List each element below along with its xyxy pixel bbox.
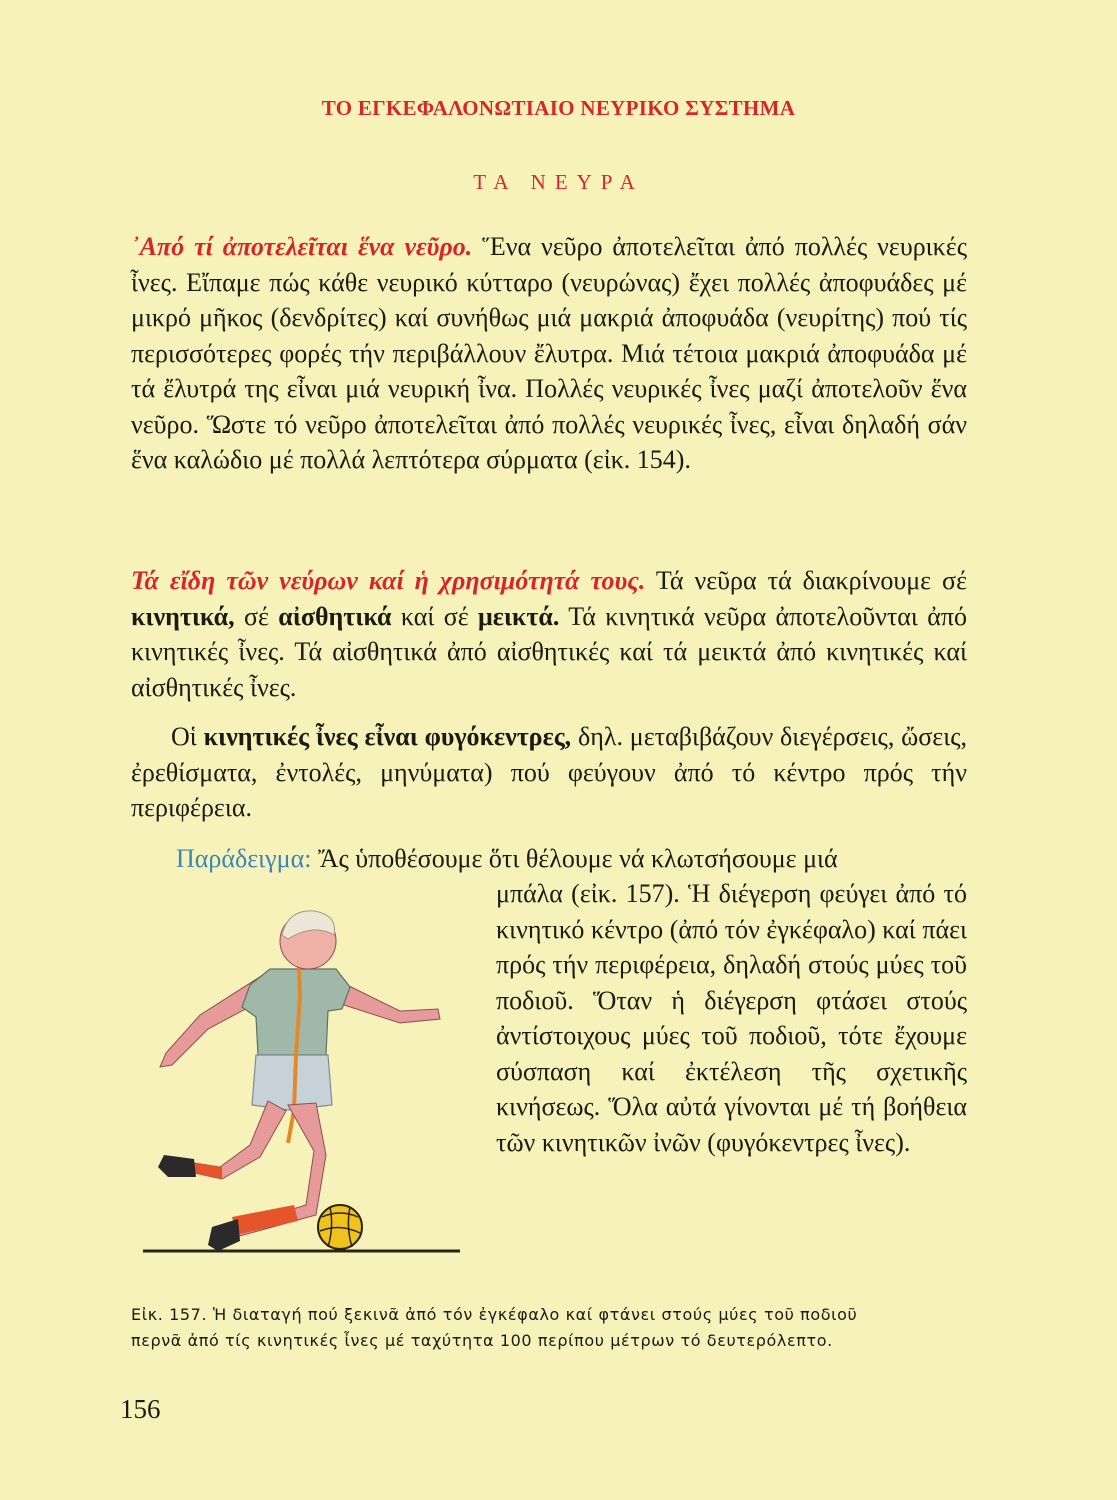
- caption-line-1: Εἰκ. 157. Ἡ διαταγή πού ξεκινᾶ ἀπό τόν ἐγκέφαλο καί φτάνει στούς μύες τοῦ ποδιοῦ: [131, 1305, 858, 1324]
- football-player-illustration: [138, 905, 468, 1265]
- page-number: 156: [120, 1394, 161, 1424]
- figure-caption: [131, 1302, 981, 1354]
- example-intro-text: Ἄς ὑποθέσουμε ὅτι θέλουμε νά κλωτσήσουμε μιά: [311, 844, 838, 873]
- paragraph-body: Ἕνα νεῦρο ἀποτελεῖται ἀπό πολλές νευρικές ἶνες. Εἴπαμε πώς κάθε νευρικό κύτταρο (νευρώνας) ἔχει πολλές ἀποφυάδες μέ μικρό μῆκος (δενδρίτες) καί συνήθως μιά μακριά ἀποφυάδα (νευρίτης) πού τίς περισσότερες φορές τήν περιβάλλουν ἔλυτρα. Μιά τέτοια μακριά ἀποφυάδα μέ τά ἔλυτρά της εἶναι μιά νευρική ἶνα. Πολλές νευρικές ἶνες μαζί ἀποτελοῦν ἕνα νεῦρο. Ὥστε τό νεῦρο ἀποτελεῖται ἀπό πολλές νευρικές ἶνες, εἶναι δηλαδή σάν ἕνα καλώδιο μέ πολλά λεπτότερα σύρματα (εἰκ. 154).: [131, 232, 967, 474]
- example-continuation: μπάλα (εἰκ. 157). Ἡ διέγερση φεύγει ἀπό τό κινητικό κέντρο (ἀπό τόν ἐγκέφαλο) καί πάει πρός τήν περιφέρεια, δηλαδή στούς μύες τοῦ ποδιοῦ. Ὅταν ἡ διέγερση φτάσει στούς ἀντίστοιχους μύες τοῦ ποδιοῦ, τότε ἔχουμε σύσπαση καί ἐκτέλεση τῆς σχετικῆς κινήσεως. Ὅλα αὐτά γίνονται μέ τή βοήθεια τῶν κινητικῶν ἰνῶν (φυγόκεντρες ἶνες).: [496, 879, 967, 1157]
- paragraph-text: καί σέ: [391, 601, 478, 631]
- section-title: ΤΑ ΝΕΥΡΑ: [473, 170, 644, 194]
- term-sensory: αἰσθητικά: [278, 601, 392, 631]
- term-mixed: μεικτά.: [478, 601, 560, 631]
- paragraph-text: Τά νεῦρα τά διακρίνουμε σέ: [645, 566, 967, 595]
- paragraph-text: σέ: [234, 601, 279, 631]
- term-motor: κινητικά,: [131, 601, 235, 631]
- paragraph-text: Οἱ: [171, 722, 204, 751]
- example-intro: [131, 841, 967, 877]
- paragraph-heading: ᾿Από τί ἀποτελεῖται ἕνα νεῦρο.: [131, 232, 473, 261]
- paragraph-motor-fibers: [131, 719, 967, 826]
- paragraph-text: δηλ. μεταβιβάζουν διεγέρσεις, ὤσεις, ἐρεθίσματα, ἐντολές, μηνύματα) πού φεύγουν ἀπό τό κέντρο πρός τήν περιφέρεια.: [131, 722, 967, 822]
- caption-line-2: περνᾶ ἀπό τίς κινητικές ἶνες μέ ταχύτητα 100 περίπου μέτρων τό δευτερόλεπτο.: [131, 1331, 833, 1350]
- paragraph-text: Τά κινητικά νεῦρα ἀποτελοῦνται ἀπό κινητικές ἶνες. Τά αἰσθητικά ἀπό αἰσθητικές καί τά μεικτά ἀπό κινητικές καί αἰσθητικές ἶνες.: [131, 601, 967, 702]
- example-label: Παράδειγμα:: [176, 844, 312, 873]
- paragraph-nerve-types: [131, 563, 967, 705]
- paragraph-nerve-composition: [131, 229, 967, 478]
- running-head: ΤΟ ΕΓΚΕΦΑΛΟΝΩΤΙΑΙΟ ΝΕΥΡΙΚΟ ΣΥΣΤΗΜΑ: [321, 96, 796, 120]
- paragraph-heading: Τά εἴδη τῶν νεύρων καί ἡ χρησιμότητά τους.: [131, 566, 646, 595]
- term-efferent: κινητικές ἶνες εἶναι φυγόκεντρες,: [203, 722, 572, 751]
